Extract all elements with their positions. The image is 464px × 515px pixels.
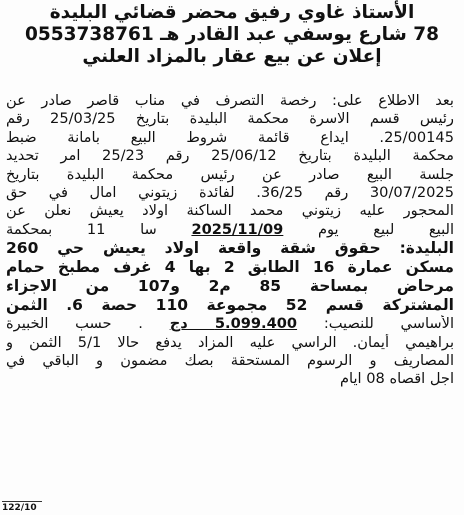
body-line: اجل اقصاه 08 ايام — [339, 370, 454, 388]
bailiff-name: الأستاذ غاوي رفيق محضر قضائي البليدة — [49, 2, 415, 23]
notice-title: إعلان عن بيع عقار بالمزاد العلني — [82, 46, 382, 67]
body-line: محكمة البليدة بتاريخ 25/06/12 رقم 25/23 امر تحديد — [6, 147, 454, 165]
notice-header — [0, 0, 464, 68]
body-line: 25/00145. ايداع قائمة شروط البيع بامانة ضبط — [6, 128, 454, 146]
sale-time-place: سا 11 بمحكمة — [6, 220, 157, 238]
bailiff-address-phone: 78 شارع يوسفي عبد القادر هـ 0553738761 — [24, 24, 440, 45]
property-line: مرحاض بمساحة 85 م2 و107 من الاجزاء — [6, 277, 454, 296]
property-line: البليدة: حقوق شقة واقعة اولاد يعيش حي 260 — [6, 239, 454, 258]
notice-body — [6, 92, 454, 389]
body-line: المحجور عليه زيتوني محمد الساكنة اولاد يعيش نعلن عن — [6, 202, 454, 220]
expert-text: . حسب الخبيرة — [6, 315, 143, 333]
body-line: المصاريف و الرسوم المستحقة بصك مضمون و الباقي في — [6, 352, 454, 370]
body-line: 30/07/2025 رقم 36/25. لفائدة زيتوني امال في حق — [6, 184, 454, 202]
reference-number: 122/10 — [2, 501, 42, 513]
property-line: المشتركة قسم 52 مجموعة 110 حصة 6. الثمن — [6, 296, 454, 315]
sale-date: 2025/11/09 — [191, 220, 284, 238]
property-line: مسكن عمارة 16 الطابق 2 بها 4 غرف مطبخ حمام — [6, 258, 454, 277]
body-line-sale-date — [6, 221, 454, 239]
price-label: الأساسي للنصيب: — [323, 315, 454, 333]
base-price: 5.099.400 دج — [169, 315, 298, 333]
sale-text: البيع لبيع يوم — [317, 220, 454, 238]
body-line-price — [6, 315, 454, 333]
body-line: براهيمي أيمان. الراسي عليه المزاد يدفع حالا 5/1 الثمن و — [6, 333, 454, 351]
body-line: جلسة البيع صادر عن رئيس محكمة البليدة بتاريخ — [6, 165, 454, 183]
body-line: بعد الاطلاع على: رخصة التصرف في مناب قاصر صادر عن — [6, 92, 454, 109]
body-line: رئيس قسم الاسرة محكمة البليدة بتاريخ 25/03/25 رقم — [6, 110, 454, 128]
